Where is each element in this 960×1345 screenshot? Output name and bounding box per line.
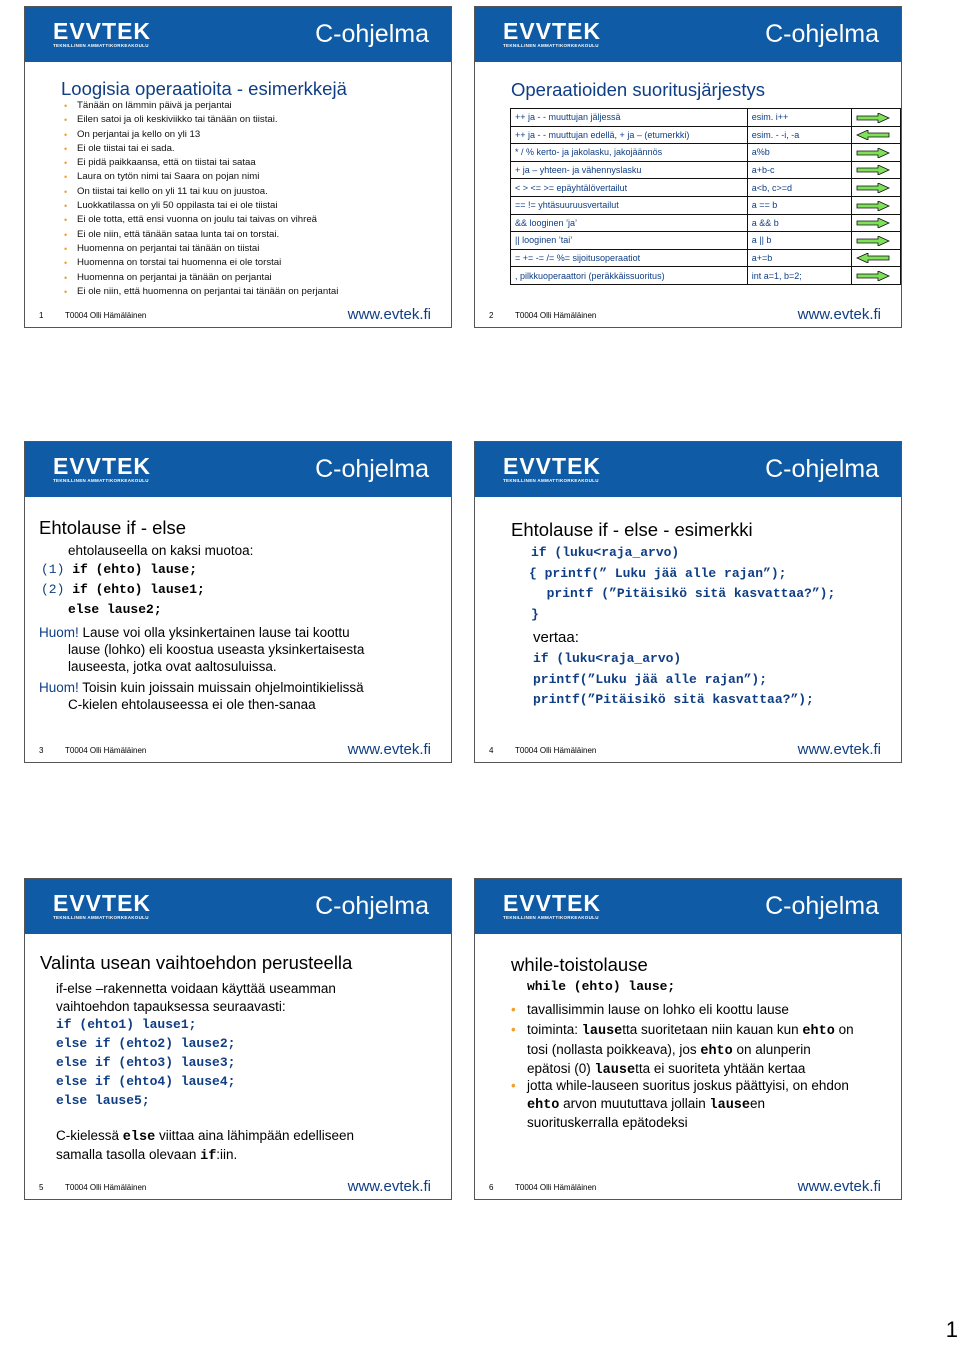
list-item: • Laura on tytön nimi tai Saara on pojan nimi xyxy=(61,170,338,184)
direction-cell xyxy=(851,126,900,144)
table-row xyxy=(511,214,901,232)
example-cell: a || b xyxy=(747,232,851,250)
header-title: C-ohjelma xyxy=(315,20,429,48)
slide-header xyxy=(25,7,451,62)
slide-footer xyxy=(25,305,451,327)
example-cell: a<b, c>=d xyxy=(747,179,851,197)
footer-url: www.evtek.fi xyxy=(347,741,431,758)
arrow-right-icon xyxy=(856,236,890,246)
code-block-2: if (luku<raja_arvo) printf(”Luku jää alle rajan”); printf(”Pitäisikö sitä kasvattaa?”); xyxy=(533,651,814,707)
compare-label: vertaa: xyxy=(533,629,579,646)
list-item: • Huomenna on perjantai tai tänään on tiistai xyxy=(61,242,338,256)
list-item: • Ei ole totta, että ensi vuonna on joulu tai taivas on vihreä xyxy=(61,213,338,227)
slide-title: Operaatioiden suoritusjärjestys xyxy=(511,79,765,100)
bullet-list xyxy=(61,99,338,299)
footer-url: www.evtek.fi xyxy=(347,1178,431,1195)
arrow-right-icon xyxy=(856,165,890,175)
slide-1 xyxy=(24,6,452,328)
slide-number: 1 xyxy=(39,311,44,320)
operator-cell: , pilkkuoperaattori (peräkkäissuoritus) xyxy=(511,267,748,285)
arrow-right-icon xyxy=(856,183,890,193)
footer-url: www.evtek.fi xyxy=(797,741,881,758)
table-row xyxy=(511,144,901,162)
footer-author: T0004 Olli Hämäläinen xyxy=(515,311,597,320)
slide-footer xyxy=(25,1177,451,1199)
direction-cell xyxy=(851,232,900,250)
header-title: C-ohjelma xyxy=(765,455,879,483)
code-block: if (ehto1) lause1; else if (ehto2) lause2; else if (ehto3) lause3; else if (ehto4) lause4; else lause5; xyxy=(56,1017,236,1108)
header-title: C-ohjelma xyxy=(765,892,879,920)
footer-author: T0004 Olli Hämäläinen xyxy=(65,1183,147,1192)
slide-header xyxy=(25,442,451,497)
slide-number: 2 xyxy=(489,311,494,320)
list-item: • Luokkatilassa on yli 50 oppilasta tai ei ole tiistai xyxy=(61,199,338,213)
table-row xyxy=(511,109,901,127)
operator-cell: = += -= /= %= sijoitusoperaatiot xyxy=(511,249,748,267)
arrow-left-icon xyxy=(856,253,890,263)
direction-cell xyxy=(851,196,900,214)
operator-cell: && looginen ’ja’ xyxy=(511,214,748,232)
slide-footer xyxy=(25,740,451,762)
table-row xyxy=(511,161,901,179)
slide-title: Ehtolause if - else - esimerkki xyxy=(511,519,753,540)
footer-author: T0004 Olli Hämäläinen xyxy=(65,746,147,755)
slide-header xyxy=(475,879,901,934)
note-2: Huom! Toisin kuin joissain muissain ohjelmointikielissä C-kielen ehtolauseessa ei ole then-sanaa xyxy=(39,680,364,712)
form-2: (2) if (ehto) lause1; xyxy=(41,582,205,597)
footer-author: T0004 Olli Hämäläinen xyxy=(515,1183,597,1192)
table-row xyxy=(511,249,901,267)
note-text: C-kielessä else viittaa aina lähimpään edelliseen samalla tasolla olevaan if:iin. xyxy=(56,1128,355,1164)
list-item: • Ei pidä paikkaansa, että on tiistai tai sataa xyxy=(61,156,338,170)
evtek-logo: EVVTEK TEKNILLINEN AMMATTIKORKEAKOULU xyxy=(53,890,152,920)
slide-2 xyxy=(474,6,902,328)
evtek-logo: EVVTEK TEKNILLINEN AMMATTIKORKEAKOULU xyxy=(503,453,602,483)
arrow-right-icon xyxy=(856,271,890,281)
intro-text: if-else –rakennetta voidaan käyttää useamman vaihtoehdon tapauksessa seuraavasti: xyxy=(56,981,336,1014)
list-item: • Ei ole niin, että huomenna on perjantai tai tänään on perjantai xyxy=(61,285,338,299)
slide-footer xyxy=(475,1177,901,1199)
slide-5 xyxy=(24,878,452,1200)
example-cell: a+=b xyxy=(747,249,851,267)
example-cell: a+b-c xyxy=(747,161,851,179)
table-row xyxy=(511,232,901,250)
example-cell: a && b xyxy=(747,214,851,232)
table-row xyxy=(511,196,901,214)
evtek-logo: EVVTEK TEKNILLINEN AMMATTIKORKEAKOULU xyxy=(503,18,602,48)
header-title: C-ohjelma xyxy=(315,892,429,920)
arrow-right-icon xyxy=(856,218,890,228)
bullet-1: • tavallisimmin lause on lohko eli koottu lause xyxy=(511,1002,789,1017)
direction-cell xyxy=(851,267,900,285)
operator-cell: * / % kerto- ja jakolasku, jakojäännös xyxy=(511,144,748,162)
slide-number: 3 xyxy=(39,746,44,755)
evtek-logo: EVVTEK TEKNILLINEN AMMATTIKORKEAKOULU xyxy=(53,453,152,483)
slide-3 xyxy=(24,441,452,763)
arrow-right-icon xyxy=(856,113,890,123)
slide-title: Loogisia operaatioita - esimerkkejä xyxy=(61,78,347,99)
operator-cell: || looginen ’tai’ xyxy=(511,232,748,250)
slide-number: 6 xyxy=(489,1183,494,1192)
footer-author: T0004 Olli Hämäläinen xyxy=(65,311,147,320)
slide-6 xyxy=(474,878,902,1200)
table-row xyxy=(511,126,901,144)
slide-4 xyxy=(474,441,902,763)
evtek-logo: EVVTEK TEKNILLINEN AMMATTIKORKEAKOULU xyxy=(503,890,602,920)
form-2-else: else lause2; xyxy=(68,602,162,617)
list-item: • Ei ole tiistai tai ei sada. xyxy=(61,142,338,156)
slide-footer xyxy=(475,305,901,327)
bullet-icon: • xyxy=(511,1078,516,1093)
footer-url: www.evtek.fi xyxy=(797,1178,881,1195)
list-item: • On tiistai tai kello on yli 11 tai kuu on juustoa. xyxy=(61,185,338,199)
slide-header xyxy=(475,442,901,497)
footer-url: www.evtek.fi xyxy=(347,306,431,323)
example-cell: int a=1, b=2; xyxy=(747,267,851,285)
list-item: • Eilen satoi ja oli keskiviikko tai tänään on tiistai. xyxy=(61,113,338,127)
header-title: C-ohjelma xyxy=(765,20,879,48)
list-item: • On perjantai ja kello on yli 13 xyxy=(61,128,338,142)
example-cell: a%b xyxy=(747,144,851,162)
operator-cell: ++ ja - - muuttujan jäljessä xyxy=(511,109,748,127)
operator-cell: ++ ja - - muuttujan edellä, + ja – (etumerkki) xyxy=(511,126,748,144)
slide-footer xyxy=(475,740,901,762)
example-cell: a == b xyxy=(747,196,851,214)
footer-url: www.evtek.fi xyxy=(797,306,881,323)
direction-cell xyxy=(851,109,900,127)
slide-number: 5 xyxy=(39,1183,44,1192)
bullet-2: • toiminta: lausetta suoritetaan niin kauan kun ehto on tosi (nollasta poikkeava), jos ehto on alunperin epätosi (0) lausetta ei suoriteta yhtään kertaa xyxy=(511,1022,854,1078)
arrow-right-icon xyxy=(856,148,890,158)
evtek-logo: EVVTEK TEKNILLINEN AMMATTIKORKEAKOULU xyxy=(53,18,152,48)
slide-number: 4 xyxy=(489,746,494,755)
form-1: (1) if (ehto) lause; xyxy=(41,562,198,577)
list-item: • Tänään on lämmin päivä ja perjantai xyxy=(61,99,338,113)
list-item: • Huomenna on perjantai ja tänään on perjantai xyxy=(61,271,338,285)
intro-text: ehtolauseella on kaksi muotoa: xyxy=(68,543,254,558)
direction-cell xyxy=(851,214,900,232)
slide-title: Valinta usean vaihtoehdon perusteella xyxy=(40,952,353,973)
slide-title: Ehtolause if - else xyxy=(39,517,187,538)
direction-cell xyxy=(851,144,900,162)
arrow-left-icon xyxy=(856,130,890,140)
code-block-1: if (luku<raja_arvo) { printf(” Luku jää alle rajan”); printf (”Pitäisikö sitä kasvattaa?”); } xyxy=(529,545,836,622)
bullet-3: • jotta while-lauseen suoritus joskus päättyisi, on ehdon ehto arvon muututtava jollain lauseen suorituskerralla epätodeksi xyxy=(511,1078,849,1130)
example-cell: esim. - -i, -a xyxy=(747,126,851,144)
example-cell: esim. i++ xyxy=(747,109,851,127)
header-title: C-ohjelma xyxy=(315,455,429,483)
footer-author: T0004 Olli Hämäläinen xyxy=(515,746,597,755)
bullet-icon: • xyxy=(511,1022,516,1037)
bullet-icon: • xyxy=(511,1002,516,1017)
slide-header xyxy=(475,7,901,62)
arrow-right-icon xyxy=(856,201,890,211)
direction-cell xyxy=(851,249,900,267)
page-number: 1 xyxy=(945,1317,958,1342)
direction-cell xyxy=(851,161,900,179)
slide-title: while-toistolause xyxy=(511,954,648,975)
note-1: Huom! Lause voi olla yksinkertainen lause tai koottu lause (lohko) eli koostua useasta yksinkertaisesta lauseesta, jotka ovat aaltosuluissa. xyxy=(39,625,365,674)
table-row xyxy=(511,267,901,285)
operator-cell: < > <= >= epäyhtälövertailut xyxy=(511,179,748,197)
operator-cell: + ja – yhteen- ja vähennyslasku xyxy=(511,161,748,179)
direction-cell xyxy=(851,179,900,197)
slide-header xyxy=(25,879,451,934)
list-item: • Ei ole niin, että tänään sataa lunta tai on torstai. xyxy=(61,228,338,242)
table-row xyxy=(511,179,901,197)
operator-cell: == != yhtäsuuruusvertailut xyxy=(511,196,748,214)
while-syntax: while (ehto) lause; xyxy=(527,979,676,994)
operator-table xyxy=(510,108,901,285)
list-item: • Huomenna on torstai tai huomenna ei ole torstai xyxy=(61,256,338,270)
